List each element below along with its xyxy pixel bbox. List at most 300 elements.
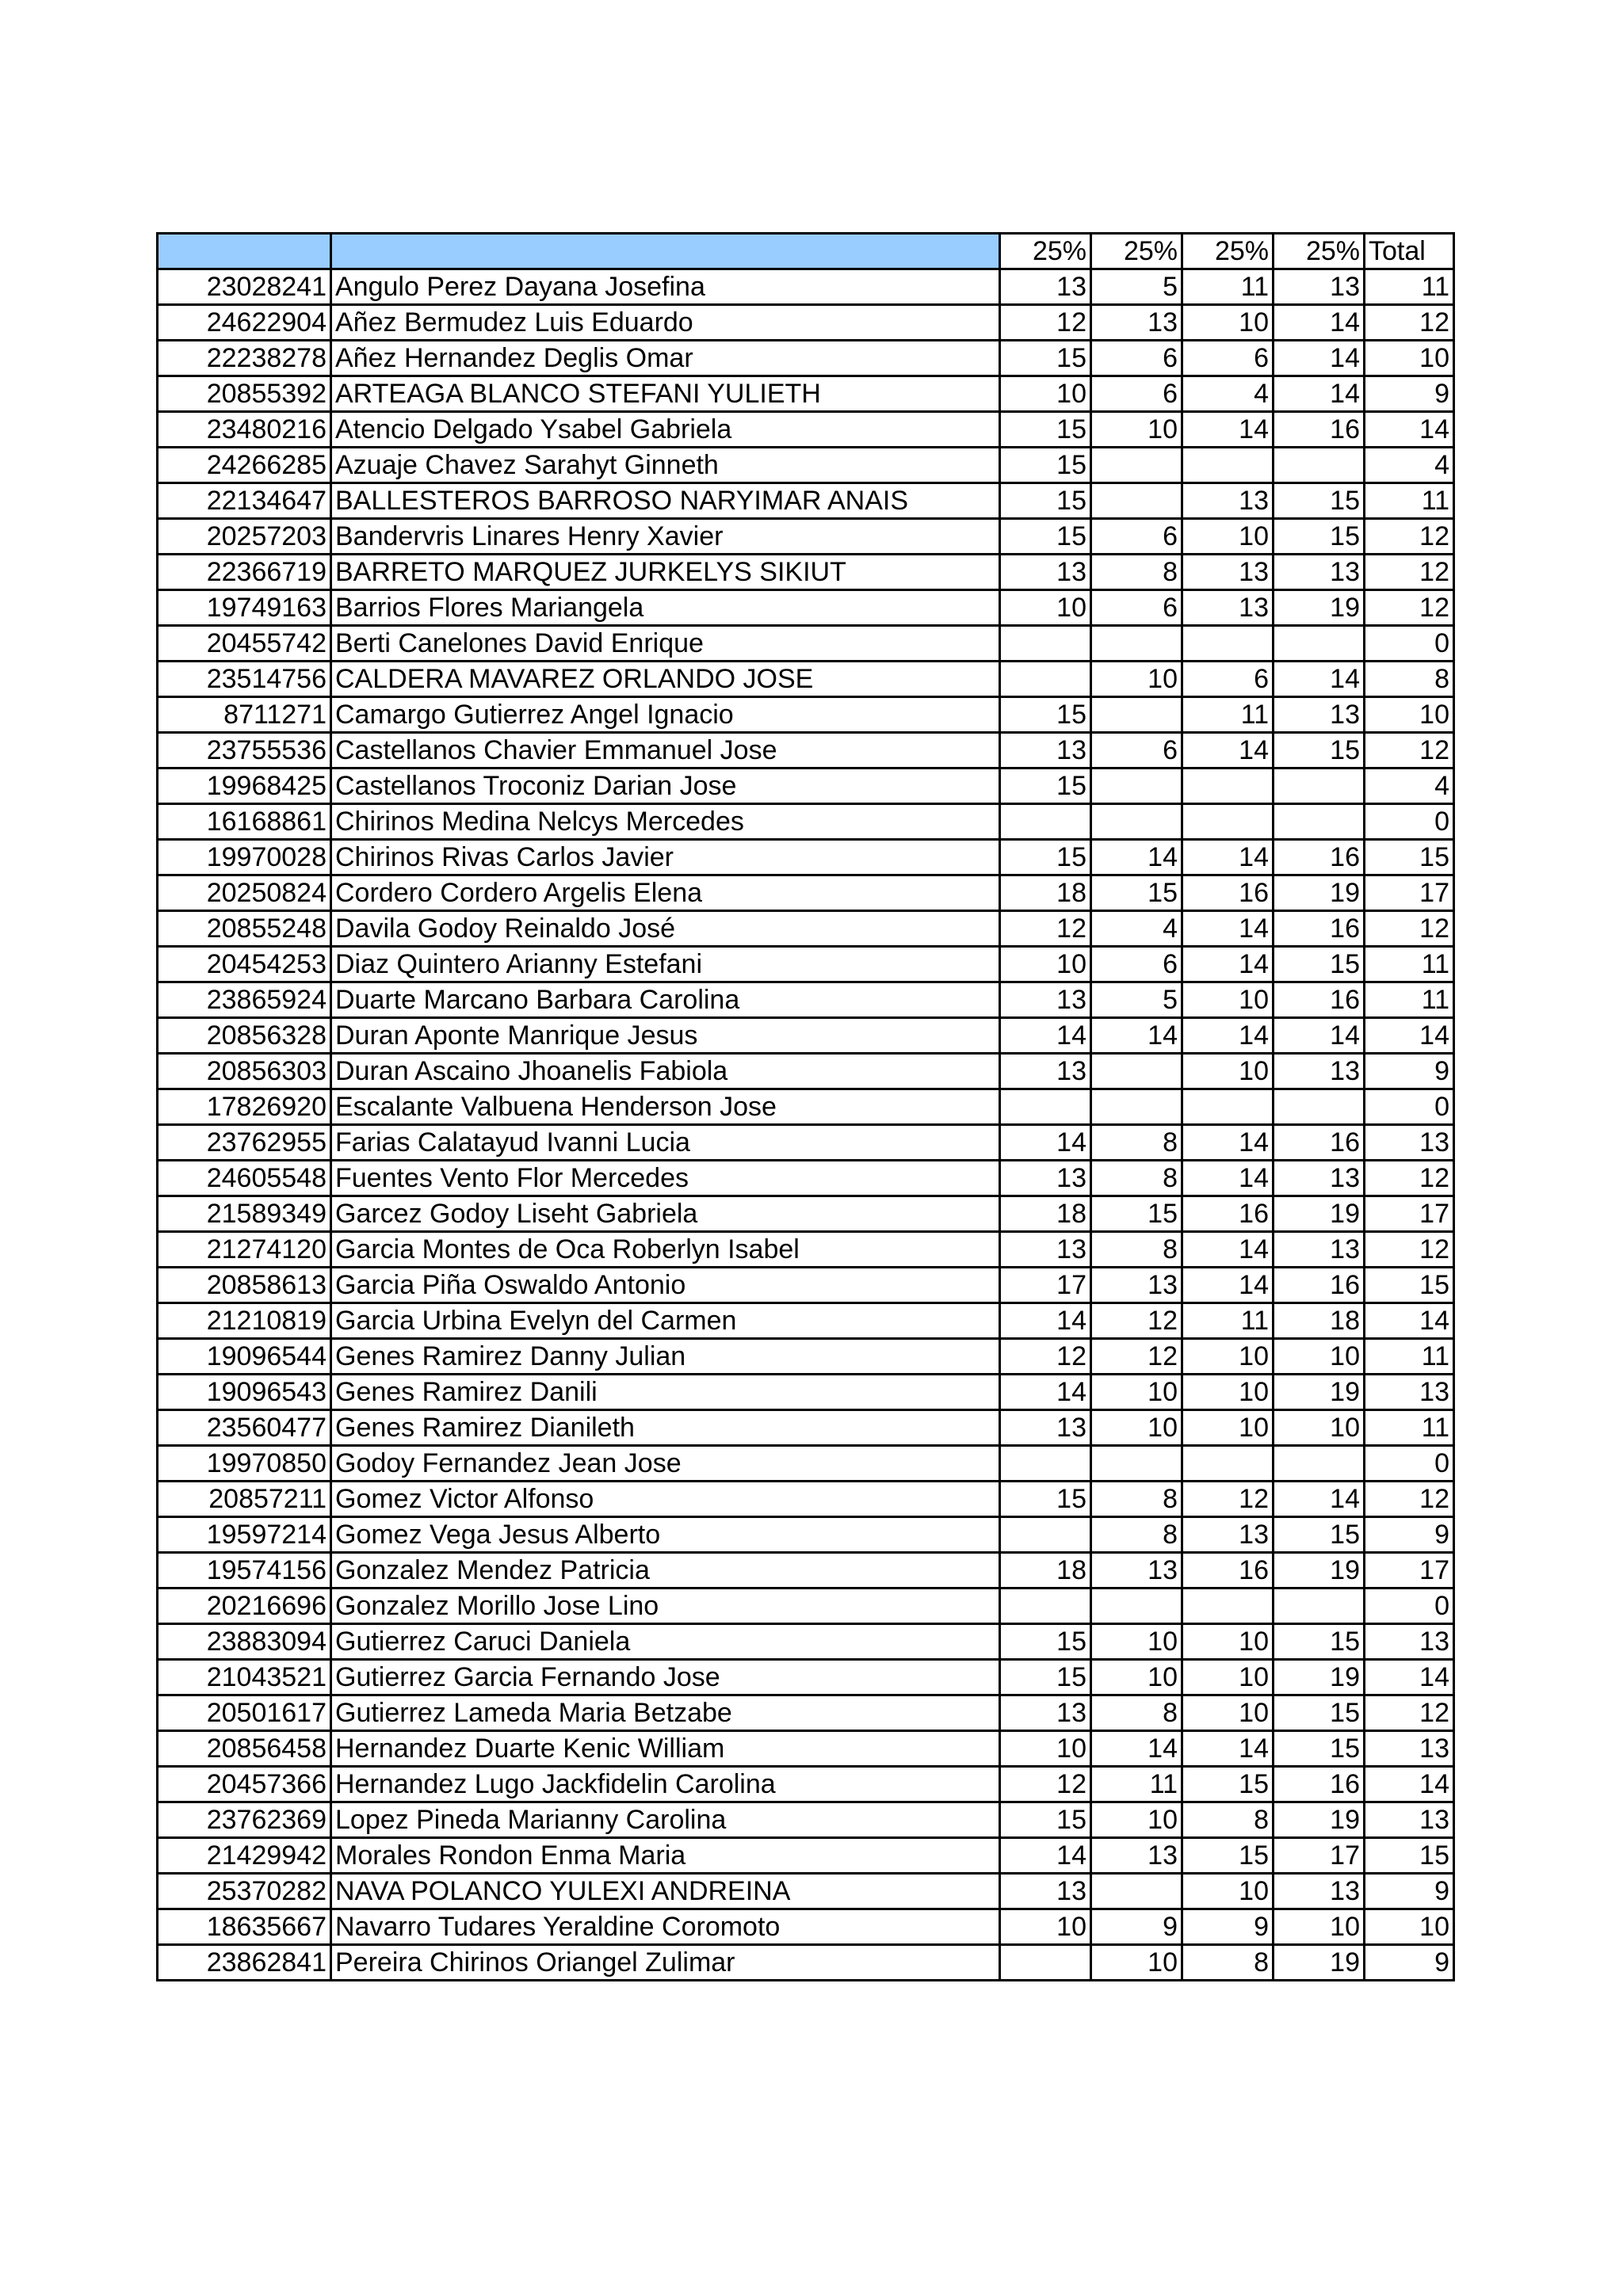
score-4-cell: 16 [1274,982,1365,1018]
table-row [158,448,1454,483]
score-1-cell [1000,1589,1091,1624]
total-cell: 14 [1365,1660,1454,1695]
score-4-cell [1274,1589,1365,1624]
score-1-cell: 15 [1000,769,1091,804]
student-name-cell: Gonzalez Mendez Patricia [331,1553,1000,1589]
student-id-cell: 19574156 [158,1553,331,1589]
score-3-cell: 14 [1182,733,1274,769]
score-3-cell: 10 [1182,1695,1274,1731]
score-4-cell: 16 [1274,1268,1365,1303]
score-2-cell: 6 [1091,590,1182,626]
table-row [158,519,1454,555]
score-1-cell [1000,662,1091,697]
student-name-cell: Fuentes Vento Flor Mercedes [331,1161,1000,1196]
student-id-cell: 23762955 [158,1125,331,1161]
student-name-cell: ARTEAGA BLANCO STEFANI YULIETH [331,376,1000,412]
score-4-cell: 13 [1274,1232,1365,1268]
score-4-cell: 16 [1274,412,1365,448]
score-4-cell: 17 [1274,1838,1365,1874]
score-2-cell: 8 [1091,1161,1182,1196]
score-2-cell: 15 [1091,875,1182,911]
score-3-cell [1182,1446,1274,1482]
score-2-cell [1091,1589,1182,1624]
student-name-cell: Davila Godoy Reinaldo José [331,911,1000,947]
student-id-cell: 20855248 [158,911,331,947]
score-3-cell: 4 [1182,376,1274,412]
score-3-cell: 11 [1182,697,1274,733]
table-row [158,1054,1454,1089]
student-name-cell: Atencio Delgado Ysabel Gabriela [331,412,1000,448]
grades-table [156,232,1455,1981]
student-id-cell: 20857211 [158,1482,331,1517]
student-id-cell: 19749163 [158,590,331,626]
score-2-cell [1091,769,1182,804]
score-2-cell: 8 [1091,555,1182,590]
score-4-cell: 19 [1274,1945,1365,1981]
student-name-cell: Godoy Fernandez Jean Jose [331,1446,1000,1482]
table-row [158,804,1454,840]
table-row [158,1339,1454,1375]
score-4-cell [1274,448,1365,483]
student-name-cell: Gutierrez Garcia Fernando Jose [331,1660,1000,1695]
student-name-cell: Gomez Victor Alfonso [331,1482,1000,1517]
score-4-cell [1274,769,1365,804]
score-4-cell: 14 [1274,376,1365,412]
table-row [158,305,1454,341]
score-1-cell: 13 [1000,733,1091,769]
score-4-cell [1274,626,1365,662]
score-4-cell: 14 [1274,341,1365,376]
score-2-cell: 12 [1091,1303,1182,1339]
student-name-cell: BALLESTEROS BARROSO NARYIMAR ANAIS [331,483,1000,519]
score-3-cell: 14 [1182,911,1274,947]
score-1-cell [1000,626,1091,662]
score-4-cell [1274,804,1365,840]
student-name-cell: Duran Aponte Manrique Jesus [331,1018,1000,1054]
score-2-cell: 14 [1091,1018,1182,1054]
score-3-cell: 10 [1182,1054,1274,1089]
student-name-cell: Gomez Vega Jesus Alberto [331,1517,1000,1553]
score-1-cell: 18 [1000,1196,1091,1232]
score-4-cell: 14 [1274,662,1365,697]
score-1-cell: 14 [1000,1125,1091,1161]
score-3-cell: 14 [1182,1232,1274,1268]
table-row [158,733,1454,769]
student-name-cell: Genes Ramirez Danny Julian [331,1339,1000,1375]
score-2-cell: 13 [1091,1838,1182,1874]
student-name-cell: Castellanos Chavier Emmanuel Jose [331,733,1000,769]
student-id-cell: 21043521 [158,1660,331,1695]
student-id-cell: 19096543 [158,1375,331,1410]
score-2-cell [1091,1446,1182,1482]
total-cell: 15 [1365,840,1454,875]
total-cell: 14 [1365,412,1454,448]
score-3-cell [1182,1589,1274,1624]
student-id-cell: 23514756 [158,662,331,697]
total-cell: 12 [1365,590,1454,626]
score-4-cell: 15 [1274,519,1365,555]
score-2-cell: 15 [1091,1196,1182,1232]
table-row [158,697,1454,733]
student-name-cell: Genes Ramirez Dianileth [331,1410,1000,1446]
score-4-cell: 13 [1274,269,1365,305]
table-row [158,1303,1454,1339]
score-1-cell: 10 [1000,947,1091,982]
student-id-cell: 21429942 [158,1838,331,1874]
table-row [158,1589,1454,1624]
total-cell: 11 [1365,1339,1454,1375]
total-cell: 11 [1365,269,1454,305]
student-name-cell: Duran Ascaino Jhoanelis Fabiola [331,1054,1000,1089]
score-2-cell: 10 [1091,1660,1182,1695]
total-cell: 9 [1365,376,1454,412]
score-4-cell: 16 [1274,1125,1365,1161]
header-weight-2: 25% [1091,234,1182,269]
score-1-cell: 13 [1000,1874,1091,1909]
table-row [158,1517,1454,1553]
table-row [158,483,1454,519]
table-row [158,662,1454,697]
total-cell: 9 [1365,1874,1454,1909]
student-id-cell: 8711271 [158,697,331,733]
student-id-cell: 19968425 [158,769,331,804]
total-cell: 12 [1365,733,1454,769]
table-row [158,1945,1454,1981]
score-2-cell [1091,448,1182,483]
total-cell: 14 [1365,1018,1454,1054]
student-id-cell: 23862841 [158,1945,331,1981]
header-total: Total [1365,234,1454,269]
table-row [158,875,1454,911]
total-cell: 9 [1365,1054,1454,1089]
score-2-cell: 4 [1091,911,1182,947]
total-cell: 12 [1365,305,1454,341]
score-2-cell: 6 [1091,733,1182,769]
score-4-cell: 13 [1274,555,1365,590]
table-header [158,234,1454,269]
student-id-cell: 20856458 [158,1731,331,1767]
score-2-cell: 10 [1091,1624,1182,1660]
table-row [158,1482,1454,1517]
score-2-cell: 10 [1091,662,1182,697]
score-3-cell: 11 [1182,269,1274,305]
student-name-cell: Berti Canelones David Enrique [331,626,1000,662]
student-name-cell: Gonzalez Morillo Jose Lino [331,1589,1000,1624]
score-4-cell: 14 [1274,305,1365,341]
score-1-cell: 12 [1000,911,1091,947]
score-4-cell: 13 [1274,1874,1365,1909]
score-2-cell: 6 [1091,341,1182,376]
score-3-cell: 11 [1182,1303,1274,1339]
score-1-cell: 13 [1000,555,1091,590]
student-id-cell: 20457366 [158,1767,331,1802]
student-name-cell: Duarte Marcano Barbara Carolina [331,982,1000,1018]
score-3-cell: 10 [1182,519,1274,555]
score-4-cell: 19 [1274,1196,1365,1232]
score-3-cell: 10 [1182,1375,1274,1410]
score-4-cell: 19 [1274,1553,1365,1589]
score-4-cell [1274,1446,1365,1482]
student-name-cell: Azuaje Chavez Sarahyt Ginneth [331,448,1000,483]
score-4-cell: 10 [1274,1410,1365,1446]
table-row [158,1553,1454,1589]
score-4-cell: 15 [1274,483,1365,519]
score-3-cell: 10 [1182,1660,1274,1695]
score-2-cell: 6 [1091,519,1182,555]
score-1-cell [1000,1945,1091,1981]
student-name-cell: Chirinos Rivas Carlos Javier [331,840,1000,875]
score-1-cell [1000,1446,1091,1482]
score-1-cell: 18 [1000,875,1091,911]
total-cell: 10 [1365,697,1454,733]
score-1-cell: 10 [1000,590,1091,626]
score-1-cell: 14 [1000,1018,1091,1054]
table-row [158,1125,1454,1161]
score-2-cell: 14 [1091,840,1182,875]
score-1-cell: 12 [1000,305,1091,341]
student-name-cell: Garcia Montes de Oca Roberlyn Isabel [331,1232,1000,1268]
score-3-cell: 6 [1182,662,1274,697]
student-name-cell: Escalante Valbuena Henderson Jose [331,1089,1000,1125]
score-2-cell: 10 [1091,1945,1182,1981]
score-3-cell: 14 [1182,412,1274,448]
score-2-cell [1091,1874,1182,1909]
student-id-cell: 20858613 [158,1268,331,1303]
student-id-cell: 23560477 [158,1410,331,1446]
score-3-cell: 16 [1182,1553,1274,1589]
score-2-cell: 8 [1091,1232,1182,1268]
score-1-cell: 13 [1000,1410,1091,1446]
score-1-cell [1000,1089,1091,1125]
score-1-cell: 18 [1000,1553,1091,1589]
score-1-cell: 15 [1000,519,1091,555]
score-4-cell: 15 [1274,1695,1365,1731]
score-2-cell: 6 [1091,947,1182,982]
student-id-cell: 23480216 [158,412,331,448]
score-3-cell: 10 [1182,305,1274,341]
student-id-cell: 20855392 [158,376,331,412]
total-cell: 9 [1365,1945,1454,1981]
student-name-cell: Garcia Urbina Evelyn del Carmen [331,1303,1000,1339]
student-name-cell: Garcia Piña Oswaldo Antonio [331,1268,1000,1303]
student-name-cell: Barrios Flores Mariangela [331,590,1000,626]
table-row [158,1410,1454,1446]
score-2-cell: 6 [1091,376,1182,412]
student-name-cell: NAVA POLANCO YULEXI ANDREINA [331,1874,1000,1909]
score-2-cell: 10 [1091,1375,1182,1410]
header-weight-3: 25% [1182,234,1274,269]
score-3-cell: 10 [1182,982,1274,1018]
score-4-cell: 10 [1274,1909,1365,1945]
table-row [158,412,1454,448]
table-row [158,1446,1454,1482]
score-3-cell: 9 [1182,1909,1274,1945]
score-2-cell: 8 [1091,1125,1182,1161]
student-id-cell: 19970028 [158,840,331,875]
student-id-cell: 21274120 [158,1232,331,1268]
score-3-cell: 14 [1182,1268,1274,1303]
table-row [158,1695,1454,1731]
student-id-cell: 21210819 [158,1303,331,1339]
score-1-cell: 12 [1000,1339,1091,1375]
score-1-cell: 12 [1000,1767,1091,1802]
table-row [158,626,1454,662]
total-cell: 15 [1365,1268,1454,1303]
score-3-cell: 12 [1182,1482,1274,1517]
student-name-cell: Garcez Godoy Liseht Gabriela [331,1196,1000,1232]
table-row [158,769,1454,804]
table-row [158,1874,1454,1909]
total-cell: 14 [1365,1303,1454,1339]
student-name-cell: Lopez Pineda Marianny Carolina [331,1802,1000,1838]
student-id-cell: 23865924 [158,982,331,1018]
total-cell: 12 [1365,1161,1454,1196]
total-cell: 10 [1365,1909,1454,1945]
score-3-cell: 8 [1182,1945,1274,1981]
score-3-cell: 13 [1182,483,1274,519]
score-3-cell [1182,804,1274,840]
score-3-cell [1182,1089,1274,1125]
student-id-cell: 20454253 [158,947,331,982]
student-id-cell: 22366719 [158,555,331,590]
score-2-cell [1091,626,1182,662]
student-id-cell: 20856328 [158,1018,331,1054]
score-4-cell: 15 [1274,1517,1365,1553]
table-row [158,1767,1454,1802]
total-cell: 13 [1365,1125,1454,1161]
score-3-cell: 15 [1182,1767,1274,1802]
total-cell: 15 [1365,1838,1454,1874]
score-3-cell [1182,626,1274,662]
total-cell: 17 [1365,1196,1454,1232]
total-cell: 11 [1365,1410,1454,1446]
total-cell: 11 [1365,982,1454,1018]
student-name-cell: Gutierrez Caruci Daniela [331,1624,1000,1660]
header-name-cell [331,234,1000,269]
score-2-cell: 10 [1091,1802,1182,1838]
student-name-cell: Farias Calatayud Ivanni Lucia [331,1125,1000,1161]
score-4-cell: 15 [1274,947,1365,982]
table-row [158,1838,1454,1874]
score-1-cell: 14 [1000,1375,1091,1410]
student-name-cell: Bandervris Linares Henry Xavier [331,519,1000,555]
student-id-cell: 25370282 [158,1874,331,1909]
student-id-cell: 24622904 [158,305,331,341]
score-3-cell: 14 [1182,1018,1274,1054]
total-cell: 0 [1365,804,1454,840]
table-row [158,982,1454,1018]
score-4-cell: 13 [1274,697,1365,733]
score-3-cell: 8 [1182,1802,1274,1838]
total-cell: 8 [1365,662,1454,697]
student-name-cell: Camargo Gutierrez Angel Ignacio [331,697,1000,733]
score-2-cell [1091,697,1182,733]
score-1-cell: 13 [1000,269,1091,305]
score-3-cell: 13 [1182,590,1274,626]
table-row [158,840,1454,875]
table-row [158,911,1454,947]
score-4-cell: 19 [1274,1660,1365,1695]
table-row [158,341,1454,376]
student-name-cell: Cordero Cordero Argelis Elena [331,875,1000,911]
student-id-cell: 16168861 [158,804,331,840]
table-row [158,1802,1454,1838]
total-cell: 12 [1365,519,1454,555]
score-2-cell: 8 [1091,1695,1182,1731]
score-3-cell: 13 [1182,555,1274,590]
score-3-cell [1182,769,1274,804]
score-3-cell: 6 [1182,341,1274,376]
score-4-cell: 14 [1274,1018,1365,1054]
score-2-cell: 5 [1091,269,1182,305]
score-1-cell: 10 [1000,1731,1091,1767]
student-id-cell: 17826920 [158,1089,331,1125]
score-2-cell: 13 [1091,1553,1182,1589]
student-id-cell: 23028241 [158,269,331,305]
total-cell: 13 [1365,1731,1454,1767]
total-cell: 0 [1365,1089,1454,1125]
score-4-cell: 13 [1274,1161,1365,1196]
student-name-cell: Chirinos Medina Nelcys Mercedes [331,804,1000,840]
score-1-cell: 13 [1000,1695,1091,1731]
table-row [158,1624,1454,1660]
total-cell: 17 [1365,875,1454,911]
score-4-cell: 10 [1274,1339,1365,1375]
score-4-cell: 15 [1274,733,1365,769]
table-row [158,1196,1454,1232]
score-4-cell: 19 [1274,590,1365,626]
score-4-cell: 14 [1274,1482,1365,1517]
score-1-cell: 15 [1000,697,1091,733]
table-row [158,376,1454,412]
student-name-cell: CALDERA MAVAREZ ORLANDO JOSE [331,662,1000,697]
score-1-cell: 13 [1000,1232,1091,1268]
student-id-cell: 18635667 [158,1909,331,1945]
score-1-cell: 14 [1000,1838,1091,1874]
student-name-cell: Hernandez Lugo Jackfidelin Carolina [331,1767,1000,1802]
student-id-cell: 20856303 [158,1054,331,1089]
total-cell: 11 [1365,947,1454,982]
total-cell: 12 [1365,1232,1454,1268]
score-1-cell: 15 [1000,1624,1091,1660]
score-2-cell [1091,483,1182,519]
table-row [158,1375,1454,1410]
table-row [158,1161,1454,1196]
student-name-cell: Hernandez Duarte Kenic William [331,1731,1000,1767]
total-cell: 12 [1365,1482,1454,1517]
total-cell: 12 [1365,1695,1454,1731]
score-4-cell: 19 [1274,1802,1365,1838]
score-1-cell: 13 [1000,982,1091,1018]
score-1-cell: 15 [1000,1802,1091,1838]
score-2-cell: 8 [1091,1482,1182,1517]
student-id-cell: 19970850 [158,1446,331,1482]
score-3-cell: 16 [1182,1196,1274,1232]
student-name-cell: Añez Hernandez Deglis Omar [331,341,1000,376]
student-id-cell: 19597214 [158,1517,331,1553]
score-2-cell: 9 [1091,1909,1182,1945]
score-1-cell: 15 [1000,840,1091,875]
score-3-cell: 14 [1182,1731,1274,1767]
score-2-cell [1091,804,1182,840]
score-2-cell: 14 [1091,1731,1182,1767]
student-name-cell: Genes Ramirez Danili [331,1375,1000,1410]
score-2-cell: 11 [1091,1767,1182,1802]
table-row [158,269,1454,305]
score-1-cell: 15 [1000,341,1091,376]
student-id-cell: 19096544 [158,1339,331,1375]
table-row [158,947,1454,982]
